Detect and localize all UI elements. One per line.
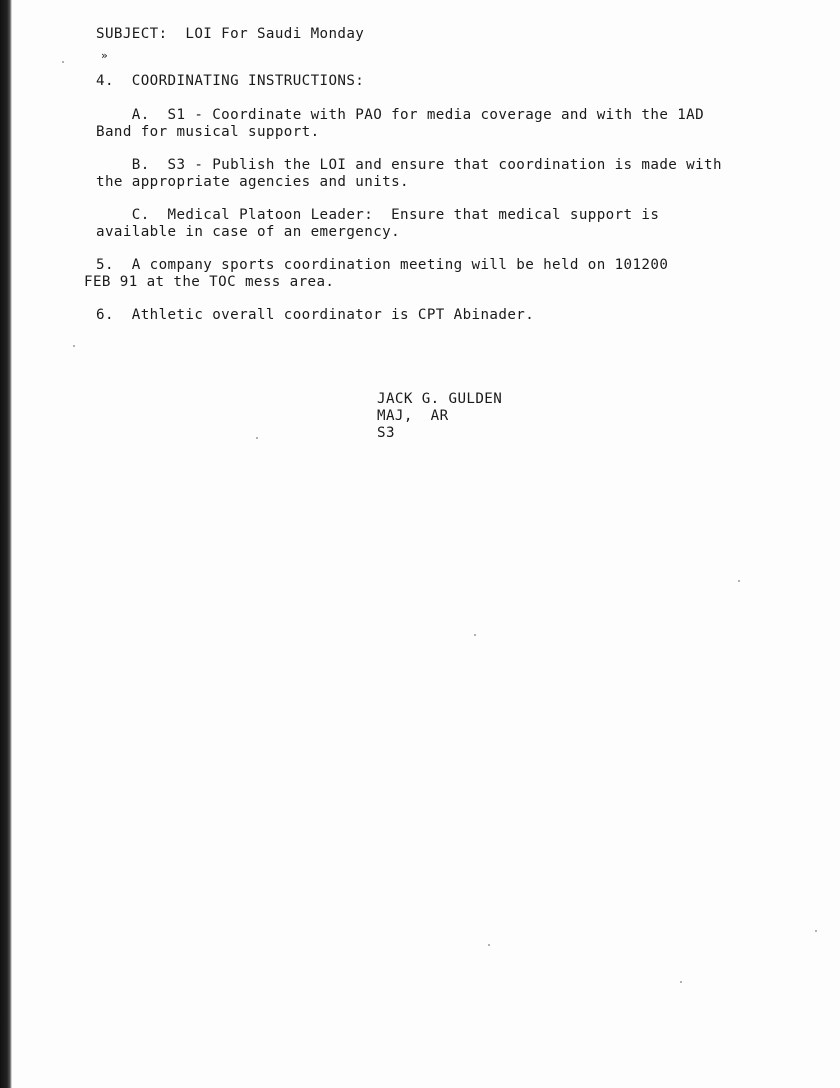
scan-speck	[738, 580, 740, 582]
item-c-line-1: C. Medical Platoon Leader: Ensure that medical support is	[96, 207, 660, 223]
stray-mark: »	[101, 49, 109, 62]
section-4-heading: 4. COORDINATING INSTRUCTIONS:	[96, 73, 365, 89]
scan-speck	[62, 61, 64, 63]
signature-name: JACK G. GULDEN	[377, 391, 503, 407]
scan-speck	[488, 944, 490, 946]
scan-speck	[680, 981, 682, 983]
signature-position: S3	[377, 425, 395, 441]
item-b-line-2: the appropriate agencies and units.	[96, 174, 409, 190]
scan-speck	[73, 345, 75, 347]
paragraph-6: 6. Athletic overall coordinator is CPT Abinader.	[96, 307, 535, 323]
scan-speck	[256, 437, 258, 439]
item-a-line-2: Band for musical support.	[96, 124, 320, 140]
scan-speck	[474, 634, 476, 636]
scan-speck	[815, 930, 817, 932]
item-a-line-1: A. S1 - Coordinate with PAO for media coverage and with the 1AD	[96, 107, 705, 123]
paragraph-5-line-2: FEB 91 at the TOC mess area.	[84, 274, 335, 290]
subject-line: SUBJECT: LOI For Saudi Monday	[96, 26, 365, 42]
scan-edge	[0, 0, 12, 1088]
signature-rank: MAJ, AR	[377, 408, 449, 424]
paragraph-5-line-1: 5. A company sports coordination meeting will be held on 101200	[96, 257, 669, 273]
item-b-line-1: B. S3 - Publish the LOI and ensure that coordination is made with	[96, 157, 722, 173]
item-c-line-2: available in case of an emergency.	[96, 224, 401, 240]
